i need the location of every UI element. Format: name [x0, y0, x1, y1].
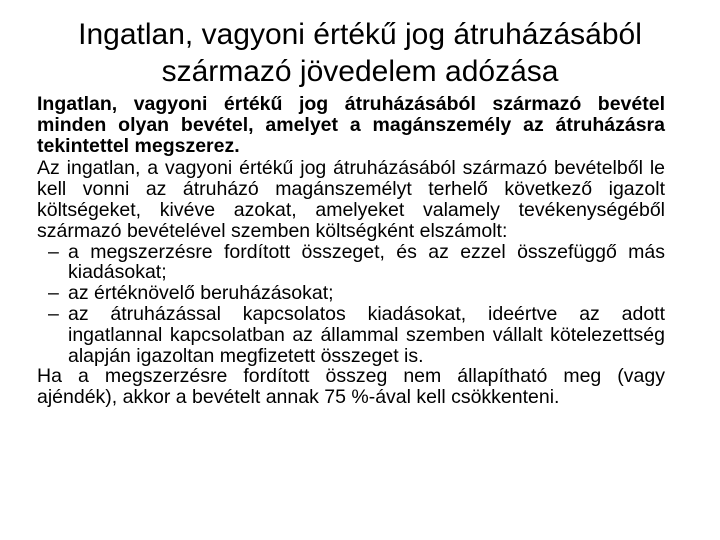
- cost-list: [37, 242, 665, 367]
- deduction-paragraph: Az ingatlan, a vagyoni értékű jog átruházásából származó bevételből le kell vonni az átruházó magánszemélyt terhelő következő igazolt költségeket, kivéve azokat, amelyeket valamely tevékenységéből származó bevételével szemben költségként elszámolt:: [37, 157, 665, 242]
- bullet-dash: –: [48, 282, 59, 305]
- list-item-text: a megszerzésre fordított összeget, és az ezzel összefüggő más kiadásokat;: [68, 240, 665, 284]
- list-item-text: az értéknövelő beruházásokat;: [68, 282, 334, 305]
- list-item: [37, 283, 665, 304]
- list-item-text: az átruházással kapcsolatos kiadásokat, ideértve az adott ingatlannal kapcsolatban az állammal szemben vállalt kötelezettség alapján igazoltan megfizetett összeget is.: [68, 302, 665, 367]
- list-item: [37, 242, 665, 284]
- slide-body: [37, 94, 665, 408]
- bullet-dash: –: [48, 240, 59, 263]
- slide-title: Ingatlan, vagyoni értékű jog átruházásából származó jövedelem adózása: [78, 18, 642, 88]
- gift-paragraph: Ha a megszerzésre fordított összeg nem állapítható meg (vagy ajéndék), akkor a bevételt annak 75 %-ával kell csökkenteni.: [37, 365, 665, 409]
- bullet-dash: –: [48, 302, 59, 325]
- list-item: [37, 304, 665, 366]
- definition-paragraph: Ingatlan, vagyoni értékű jog átruházásából származó bevétel minden olyan bevétel, amelyet a magánszemély az átruházásra tekintettel megszerez.: [37, 93, 665, 157]
